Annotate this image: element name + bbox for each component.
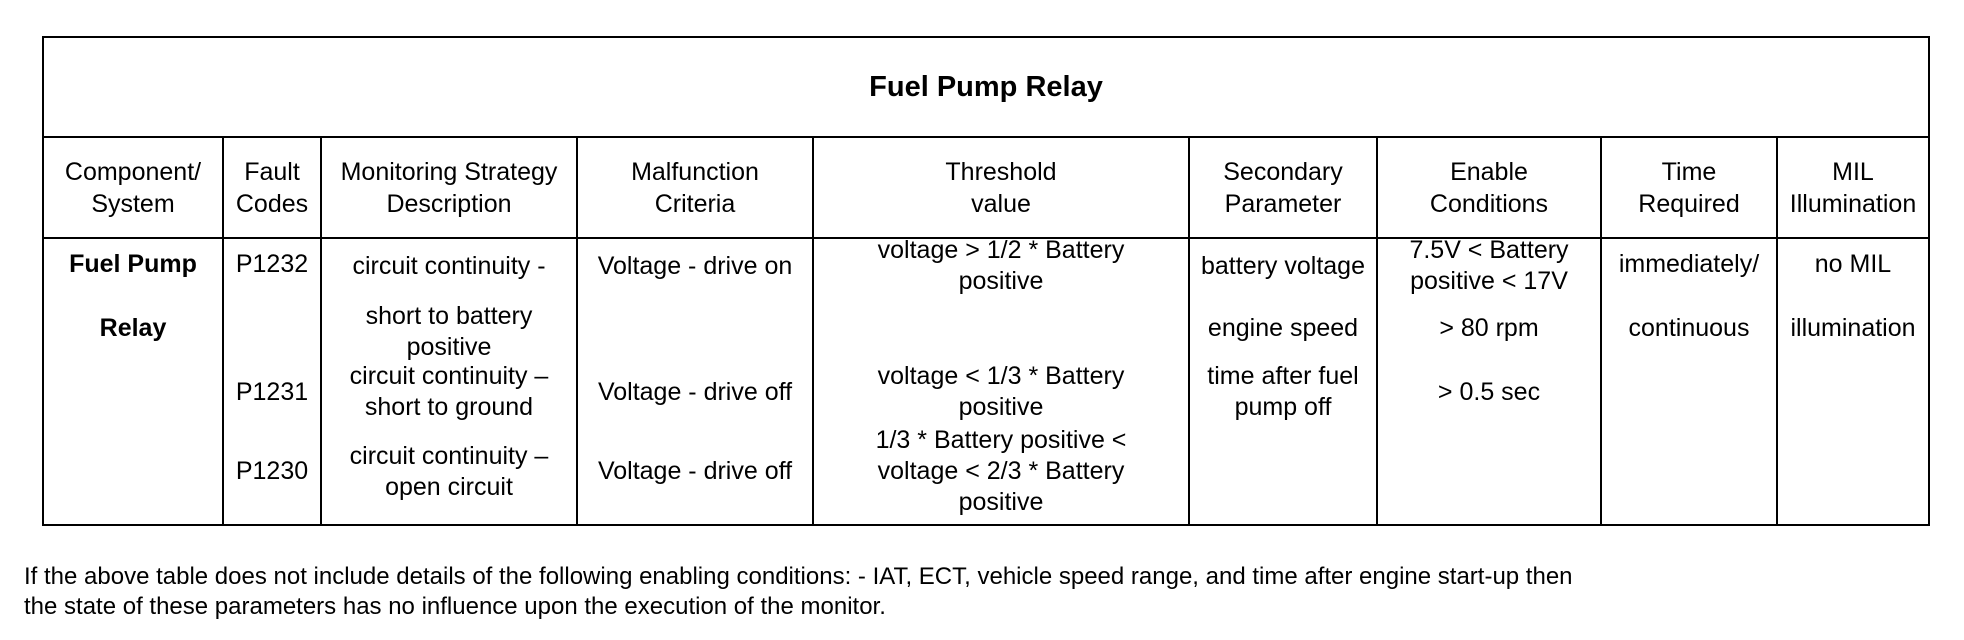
fault-code-p1230: P1230: [235, 457, 309, 485]
strategy-open-circuit: circuit continuity – open circuit: [349, 442, 549, 501]
footnote-line1: If the above table does not include details of the following enabling conditions: - IAT, ECT, vehicle speed range, and time after engine start-up then: [24, 563, 1573, 590]
table-header-row: [44, 138, 1928, 239]
time-required-line1: immediately/: [1618, 250, 1760, 278]
strategy-circuit-continuity: circuit continuity -: [352, 252, 546, 280]
header-monitoring-strategy: Monitoring Strategy Description: [340, 157, 558, 218]
secondary-battery-voltage: battery voltage: [1201, 252, 1365, 280]
header-malfunction-criteria: Malfunction Criteria: [631, 157, 759, 218]
secondary-engine-speed: engine speed: [1207, 314, 1359, 342]
enable-battery-range: 7.5V < Battery positive < 17V: [1409, 236, 1569, 295]
criteria-drive-off-ground: Voltage - drive off: [597, 378, 793, 406]
fault-code-p1231: P1231: [235, 378, 309, 406]
enable-time-sec: > 0.5 sec: [1437, 378, 1541, 406]
criteria-drive-off-open: Voltage - drive off: [597, 457, 793, 485]
secondary-time-after-pump-off: time after fuel pump off: [1207, 362, 1359, 421]
threshold-open-circuit: 1/3 * Battery positive < voltage < 2/3 * Battery positive: [875, 426, 1127, 516]
header-enable-conditions: Enable Conditions: [1429, 157, 1549, 218]
mil-illumination-line1: no MIL: [1814, 250, 1892, 278]
header-mil-illumination: MIL Illumination: [1789, 157, 1917, 218]
threshold-drive-on: voltage > 1/2 * Battery positive: [877, 236, 1125, 295]
header-component-system: Component/ System: [64, 157, 202, 218]
component-name-line2: Relay: [99, 314, 167, 342]
threshold-short-to-ground: voltage < 1/3 * Battery positive: [877, 362, 1125, 421]
header-fault-codes: Fault Codes: [235, 157, 309, 218]
header-time-required: Time Required: [1638, 157, 1740, 218]
monitor-table: [42, 36, 1930, 526]
header-secondary-parameter: Secondary Parameter: [1223, 157, 1343, 218]
component-name-line1: Fuel Pump: [69, 250, 197, 278]
footnote: [24, 562, 1924, 622]
footnote-line2: the state of these parameters has no influence upon the execution of the monitor.: [24, 593, 886, 620]
enable-engine-rpm: > 80 rpm: [1439, 314, 1539, 342]
mil-illumination-line2: illumination: [1790, 314, 1916, 342]
strategy-short-to-battery: short to battery positive: [365, 302, 533, 361]
criteria-drive-on: Voltage - drive on: [597, 252, 793, 280]
time-required-line2: continuous: [1628, 314, 1750, 342]
table-body-row: [44, 236, 1928, 524]
strategy-short-to-ground: circuit continuity – short to ground: [349, 362, 549, 421]
fault-code-p1232: P1232: [235, 250, 309, 278]
header-threshold-value: Threshold value: [945, 157, 1057, 218]
table-title: Fuel Pump Relay: [44, 38, 1928, 138]
